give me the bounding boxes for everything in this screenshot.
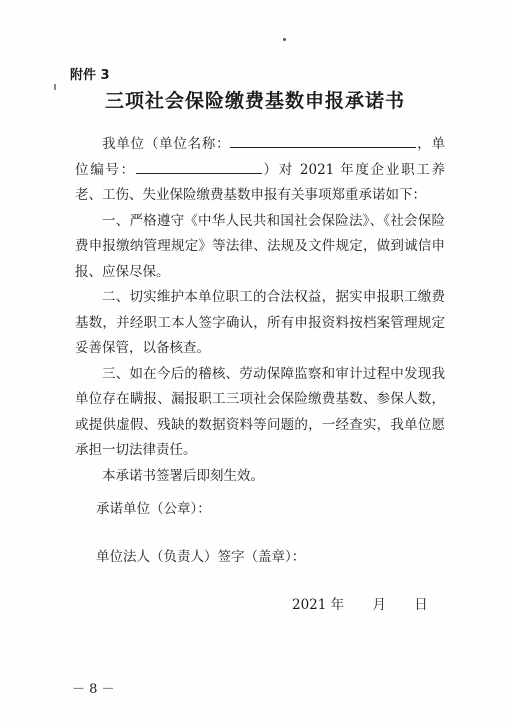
intro-paragraph [75,132,445,209]
intro-text-3: ）对 2021 年度企业职工养老、工伤、失业保险缴费基数申报有关事项郑重承诺如下： [75,161,445,203]
document-body [75,132,445,489]
effective-statement: 本承诺书签署后即刻生效。 [102,467,264,484]
clause-1: 一、严格遵守《中华人民共和国社会保险法》、《社会保险费申报缴纳管理规定》等法律、法规及文件规定，做到诚信申报、应保尽保。 [75,212,445,280]
clause-3: 三、如在今后的稽核、劳动保障监察和审计过程中发现我单位存在瞒报、漏报职工三项社会保险缴费基数、参保人数，或提供虚假、残缺的数据资料等问题的，一经查实，我单位愿承担一切法律责任。 [75,365,445,458]
page-number: － 8 － [72,682,115,697]
sign-legal-label: 单位法人（负责人）签字（盖章）： [96,549,306,565]
unit-number-blank [136,159,262,174]
date-year: 2021 年 [292,597,345,613]
date-day: 日 [414,597,428,613]
date-month: 月 [372,597,386,613]
clause-2: 二、切实维护本单位职工的合法权益，据实申报职工缴费基数，并经职工本人签字确认，所有申报资料按档案管理规定妥善保管，以备核查。 [75,289,445,356]
scan-dot-mark [283,38,286,41]
sign-unit-label: 承诺单位（公章）： [96,501,211,517]
attachment-label: 附件 3 [70,68,110,83]
unit-name-blank [230,133,416,148]
document-title: 三项社会保险缴费基数申报承诺书 [104,90,405,112]
intro-text-2: ，单位编号： [75,136,446,178]
date-row [292,593,452,613]
intro-text-1: 我单位（单位名称： [102,136,231,152]
